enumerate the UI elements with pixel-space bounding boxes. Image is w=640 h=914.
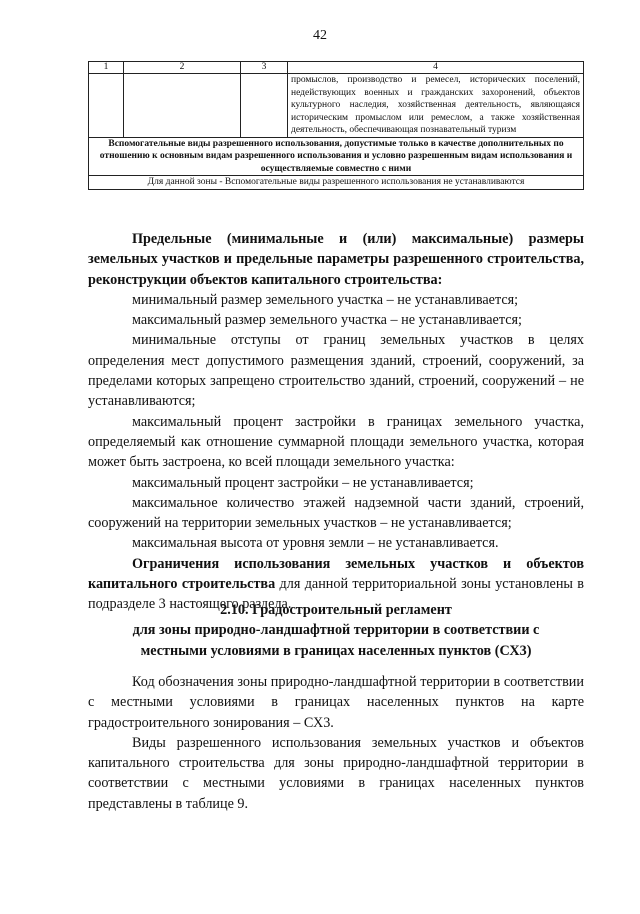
paragraph: максимальный процент застройки в границах земельного участка, определяемый как отношение суммарной площади земельного участка, которая может быть застроена, ко всей площади земельного участка: — [88, 413, 584, 471]
aux-uses-value: Для данной зоны - Вспомогательные виды разрешенного использования не устанавливаются — [89, 176, 584, 190]
table-header-col-1: 1 — [89, 62, 124, 74]
table-cell — [89, 74, 124, 138]
table-header-row — [89, 62, 584, 74]
table-header-col-3: 3 — [241, 62, 288, 74]
limits-section — [88, 229, 584, 615]
section-title — [88, 600, 584, 661]
paragraph: Виды разрешенного использования земельных участков и объектов капитального строительства для зоны природно-ландшафтной территории в соответствии с местными условиями в границах населенных пунктов представлены в таблице 9. — [88, 734, 584, 812]
table-cell — [124, 74, 241, 138]
limits-heading: Предельные (минимальные и (или) максимальные) размеры земельных участков и предельные параметры разрешенного строительства, реконструкции объектов капитального строительства: — [88, 231, 584, 288]
paragraph: максимальная высота от уровня земли – не устанавливается. — [132, 535, 499, 552]
table-row-aux-value — [89, 176, 584, 190]
restrictions-bold: Ограничения использования земельных участков и объектов капитального строительства — [88, 555, 584, 593]
section-title-line-2: для зоны природно-ландшафтной территории в соответствии с — [132, 622, 540, 639]
table-cell-description: промыслов, производство и ремесел, исторических поселений, недействующих военных и гражданских захоронений, объектов культурного наследия, хозяйственная деятельность, являющаяся историческим промыслом или ремеслом, а также хозяйственная деятельность, обеспечивающая познавательный туризм — [288, 74, 584, 138]
regulation-table — [88, 61, 584, 190]
restrictions-rest: для данной территориальной зоны установлены в подразделе 3 настоящего раздела. — [88, 576, 584, 613]
table-row — [89, 74, 584, 138]
page-number: 42 — [313, 28, 327, 43]
zone-section — [88, 672, 584, 814]
paragraph: максимальное количество этажей надземной части зданий, строений, сооружений на территории земельных участков – не устанавливается; — [88, 494, 584, 532]
paragraph: минимальные отступы от границ земельных участков в целях определения мест допустимого размещения зданий, строений, сооружений, за пределами которых запрещено строительство зданий, строений, сооружений – не устанавливаются; — [88, 332, 584, 410]
table-header-col-4: 4 — [288, 62, 584, 74]
paragraph: минимальный размер земельного участка – не устанавливается; — [132, 291, 519, 308]
table-header-col-2: 2 — [124, 62, 241, 74]
paragraph: максимальный размер земельного участка – не устанавливается; — [132, 312, 522, 329]
section-title-line-1: 2.10. Градостроительный регламент — [220, 602, 452, 618]
table-row-aux-heading — [89, 137, 584, 176]
aux-uses-heading: Вспомогательные виды разрешенного использования, допустимые только в качестве дополнительных по отношению к основным видам разрешенного использования и условно разрешенным видам использования и осуществляемые совместно с ними — [89, 137, 584, 176]
paragraph: Код обозначения зоны природно-ландшафтной территории в соответствии с местными условиями в границах населенных пунктов на карте градостроительного зонирования – СХ3. — [88, 674, 584, 731]
section-title-line-3: местными условиями в границах населенных пунктов (СХ3) — [140, 642, 532, 659]
paragraph: максимальный процент застройки – не устанавливается; — [132, 474, 474, 491]
table-cell — [241, 74, 288, 138]
